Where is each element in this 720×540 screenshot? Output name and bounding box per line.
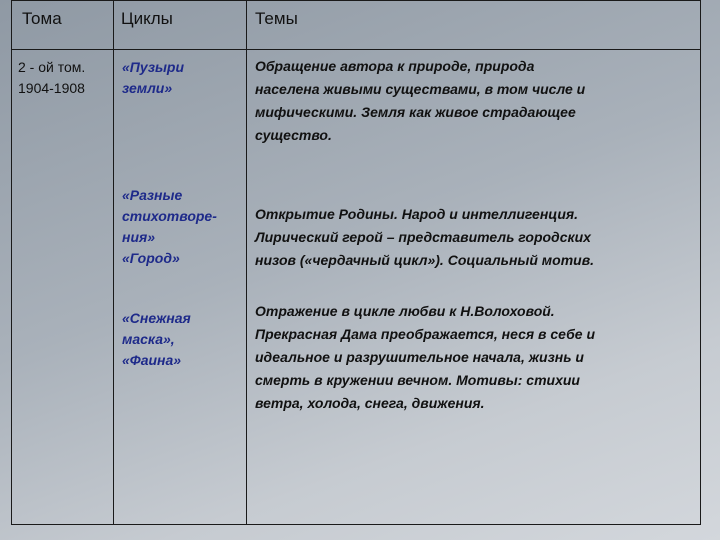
cycle-line: «Снежная bbox=[122, 310, 191, 326]
theme-line: низов («чердачный цикл»). Социальный мотив. bbox=[255, 252, 595, 268]
topics-table bbox=[11, 0, 701, 525]
theme-line: Отражение в цикле любви к Н.Волоховой. bbox=[255, 303, 555, 319]
theme-line: Лирический герой – представитель городских bbox=[255, 229, 591, 245]
column-divider bbox=[113, 1, 114, 524]
theme-line: ветра, холода, снега, движения. bbox=[255, 395, 485, 411]
header-cycles: Циклы bbox=[121, 9, 173, 28]
cycle-line: «Город» bbox=[122, 250, 180, 266]
theme-line: Открытие Родины. Народ и интеллигенция. bbox=[255, 206, 578, 222]
header-themes: Темы bbox=[255, 9, 298, 28]
theme-homeland bbox=[255, 203, 695, 272]
cycle-line: земли» bbox=[122, 80, 173, 96]
theme-line: населена живыми существами, в том числе и bbox=[255, 81, 586, 97]
cycle-line: маска», bbox=[122, 331, 175, 347]
cycle-line: «Пузыри bbox=[122, 59, 185, 75]
theme-line: существо. bbox=[255, 127, 332, 143]
theme-line: смерть в кружении вечном. Мотивы: стихии bbox=[255, 372, 580, 388]
theme-line: Обращение автора к природе, природа bbox=[255, 58, 535, 74]
theme-love bbox=[255, 300, 695, 415]
theme-nature bbox=[255, 55, 695, 147]
cycle-puzyri-zemli bbox=[122, 57, 244, 99]
theme-line: мифическими. Земля как живое страдающее bbox=[255, 104, 576, 120]
header-divider bbox=[12, 49, 700, 50]
volume-number: 2 - ой том. bbox=[18, 59, 86, 75]
cycle-line: стихотворе- bbox=[122, 208, 217, 224]
cycle-line: «Разные bbox=[122, 187, 183, 203]
volume-years: 1904-1908 bbox=[18, 80, 85, 96]
theme-line: Прекрасная Дама преображается, неся в себе и bbox=[255, 326, 595, 342]
column-divider bbox=[246, 1, 247, 524]
cycle-snezhnaya-maska bbox=[122, 308, 244, 371]
cycle-line: ния» bbox=[122, 229, 156, 245]
cycle-line: «Фаина» bbox=[122, 352, 182, 368]
cycle-raznye-gorod bbox=[122, 185, 244, 269]
theme-line: идеальное и разрушительное начала, жизнь и bbox=[255, 349, 584, 365]
header-volumes: Тома bbox=[22, 9, 62, 28]
volume-cell bbox=[18, 57, 113, 99]
